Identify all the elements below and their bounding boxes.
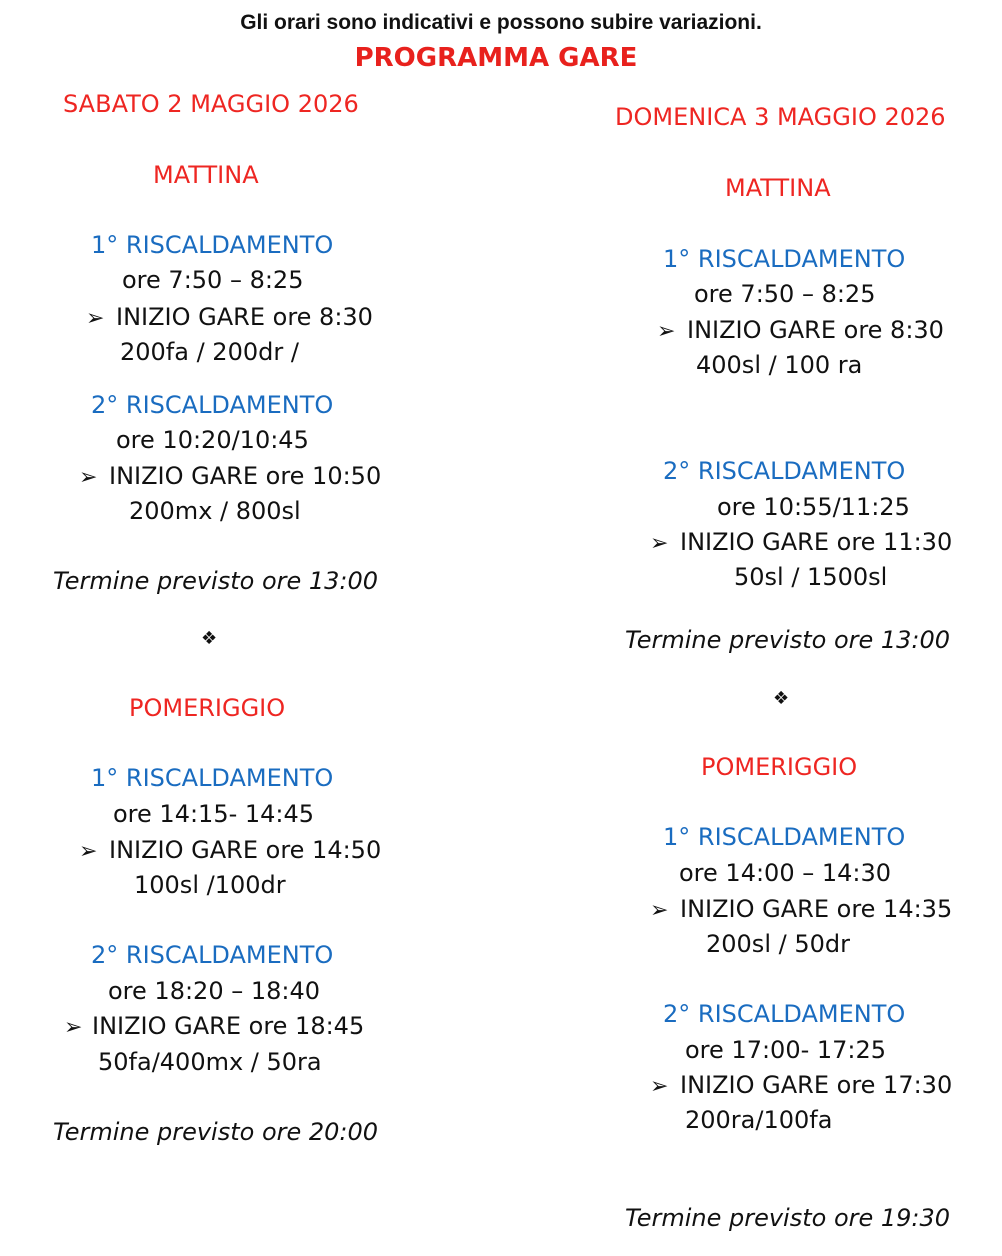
arrow-bullet-icon: ➢ xyxy=(650,1074,669,1099)
sat-afternoon-events-1: 100sl /100dr xyxy=(134,871,286,899)
sat-afternoon-warmup-1-time: ore 14:15- 14:45 xyxy=(113,800,315,828)
arrow-bullet-icon: ➢ xyxy=(650,531,669,556)
sun-afternoon-end: Termine previsto ore 19:30 xyxy=(625,1204,951,1232)
sat-afternoon-start-2: ➢ INIZIO GARE ore 18:45 xyxy=(64,1012,365,1040)
sat-morning-start-1: ➢ INIZIO GARE ore 8:30 xyxy=(86,303,373,331)
sat-morning-warmup-2-label: 2° RISCALDAMENTO xyxy=(91,391,334,419)
arrow-bullet-icon: ➢ xyxy=(86,306,105,331)
sun-morning-events-1: 400sl / 100 ra xyxy=(696,351,863,379)
sat-afternoon-warmup-2-label: 2° RISCALDAMENTO xyxy=(91,941,334,969)
sunday-afternoon-label: POMERIGGIO xyxy=(701,753,858,781)
sun-morning-end: Termine previsto ore 13:00 xyxy=(625,626,951,654)
schedule-notice: Gli orari sono indicativi e possono subire variazioni. xyxy=(240,11,762,34)
sun-afternoon-start-1: ➢ INIZIO GARE ore 14:35 xyxy=(650,895,953,923)
arrow-bullet-icon: ➢ xyxy=(64,1015,83,1040)
arrow-bullet-icon: ➢ xyxy=(79,839,98,864)
sat-morning-end: Termine previsto ore 13:00 xyxy=(53,567,379,595)
sun-afternoon-start-2: ➢ INIZIO GARE ore 17:30 xyxy=(650,1071,953,1099)
sun-morning-start-1: ➢ INIZIO GARE ore 8:30 xyxy=(657,316,944,344)
sat-morning-warmup-2-time: ore 10:20/10:45 xyxy=(116,426,309,454)
sun-afternoon-warmup-1-time: ore 14:00 – 14:30 xyxy=(679,859,892,887)
sat-morning-warmup-1-label: 1° RISCALDAMENTO xyxy=(91,231,334,259)
sun-morning-warmup-1-label: 1° RISCALDAMENTO xyxy=(663,245,906,273)
sat-morning-events-1: 200fa / 200dr / xyxy=(120,338,299,366)
sun-afternoon-warmup-2-time: ore 17:00- 17:25 xyxy=(685,1036,887,1064)
arrow-bullet-icon: ➢ xyxy=(650,898,669,923)
sunday-morning-label: MATTINA xyxy=(725,174,831,202)
sunday-date: DOMENICA 3 MAGGIO 2026 xyxy=(615,103,946,131)
sun-morning-warmup-2-label: 2° RISCALDAMENTO xyxy=(663,457,906,485)
sat-morning-warmup-1-time: ore 7:50 – 8:25 xyxy=(122,266,304,294)
arrow-bullet-icon: ➢ xyxy=(79,465,98,490)
sat-afternoon-events-2: 50fa/400mx / 50ra xyxy=(98,1048,322,1076)
sat-afternoon-start-1: ➢ INIZIO GARE ore 14:50 xyxy=(79,836,382,864)
sun-morning-events-2: 50sl / 1500sl xyxy=(734,563,888,591)
sun-afternoon-warmup-1-label: 1° RISCALDAMENTO xyxy=(663,823,906,851)
separator-icon: ❖ xyxy=(201,628,218,649)
sun-morning-warmup-1-time: ore 7:50 – 8:25 xyxy=(694,280,876,308)
sat-afternoon-warmup-2-time: ore 18:20 – 18:40 xyxy=(108,977,321,1005)
arrow-bullet-icon: ➢ xyxy=(657,319,676,344)
separator-icon: ❖ xyxy=(773,688,790,709)
sat-morning-events-2: 200mx / 800sl xyxy=(129,497,301,525)
page-title: PROGRAMMA GARE xyxy=(354,43,638,73)
sun-afternoon-events-2: 200ra/100fa xyxy=(685,1106,833,1134)
saturday-date: SABATO 2 MAGGIO 2026 xyxy=(63,90,359,118)
sun-morning-start-2: ➢ INIZIO GARE ore 11:30 xyxy=(650,528,953,556)
sat-afternoon-end: Termine previsto ore 20:00 xyxy=(53,1118,379,1146)
sun-afternoon-warmup-2-label: 2° RISCALDAMENTO xyxy=(663,1000,906,1028)
saturday-afternoon-label: POMERIGGIO xyxy=(129,694,286,722)
sat-afternoon-warmup-1-label: 1° RISCALDAMENTO xyxy=(91,764,334,792)
sat-morning-start-2: ➢ INIZIO GARE ore 10:50 xyxy=(79,462,382,490)
saturday-morning-label: MATTINA xyxy=(153,161,259,189)
sun-morning-warmup-2-time: ore 10:55/11:25 xyxy=(717,493,910,521)
sun-afternoon-events-1: 200sl / 50dr xyxy=(706,930,850,958)
